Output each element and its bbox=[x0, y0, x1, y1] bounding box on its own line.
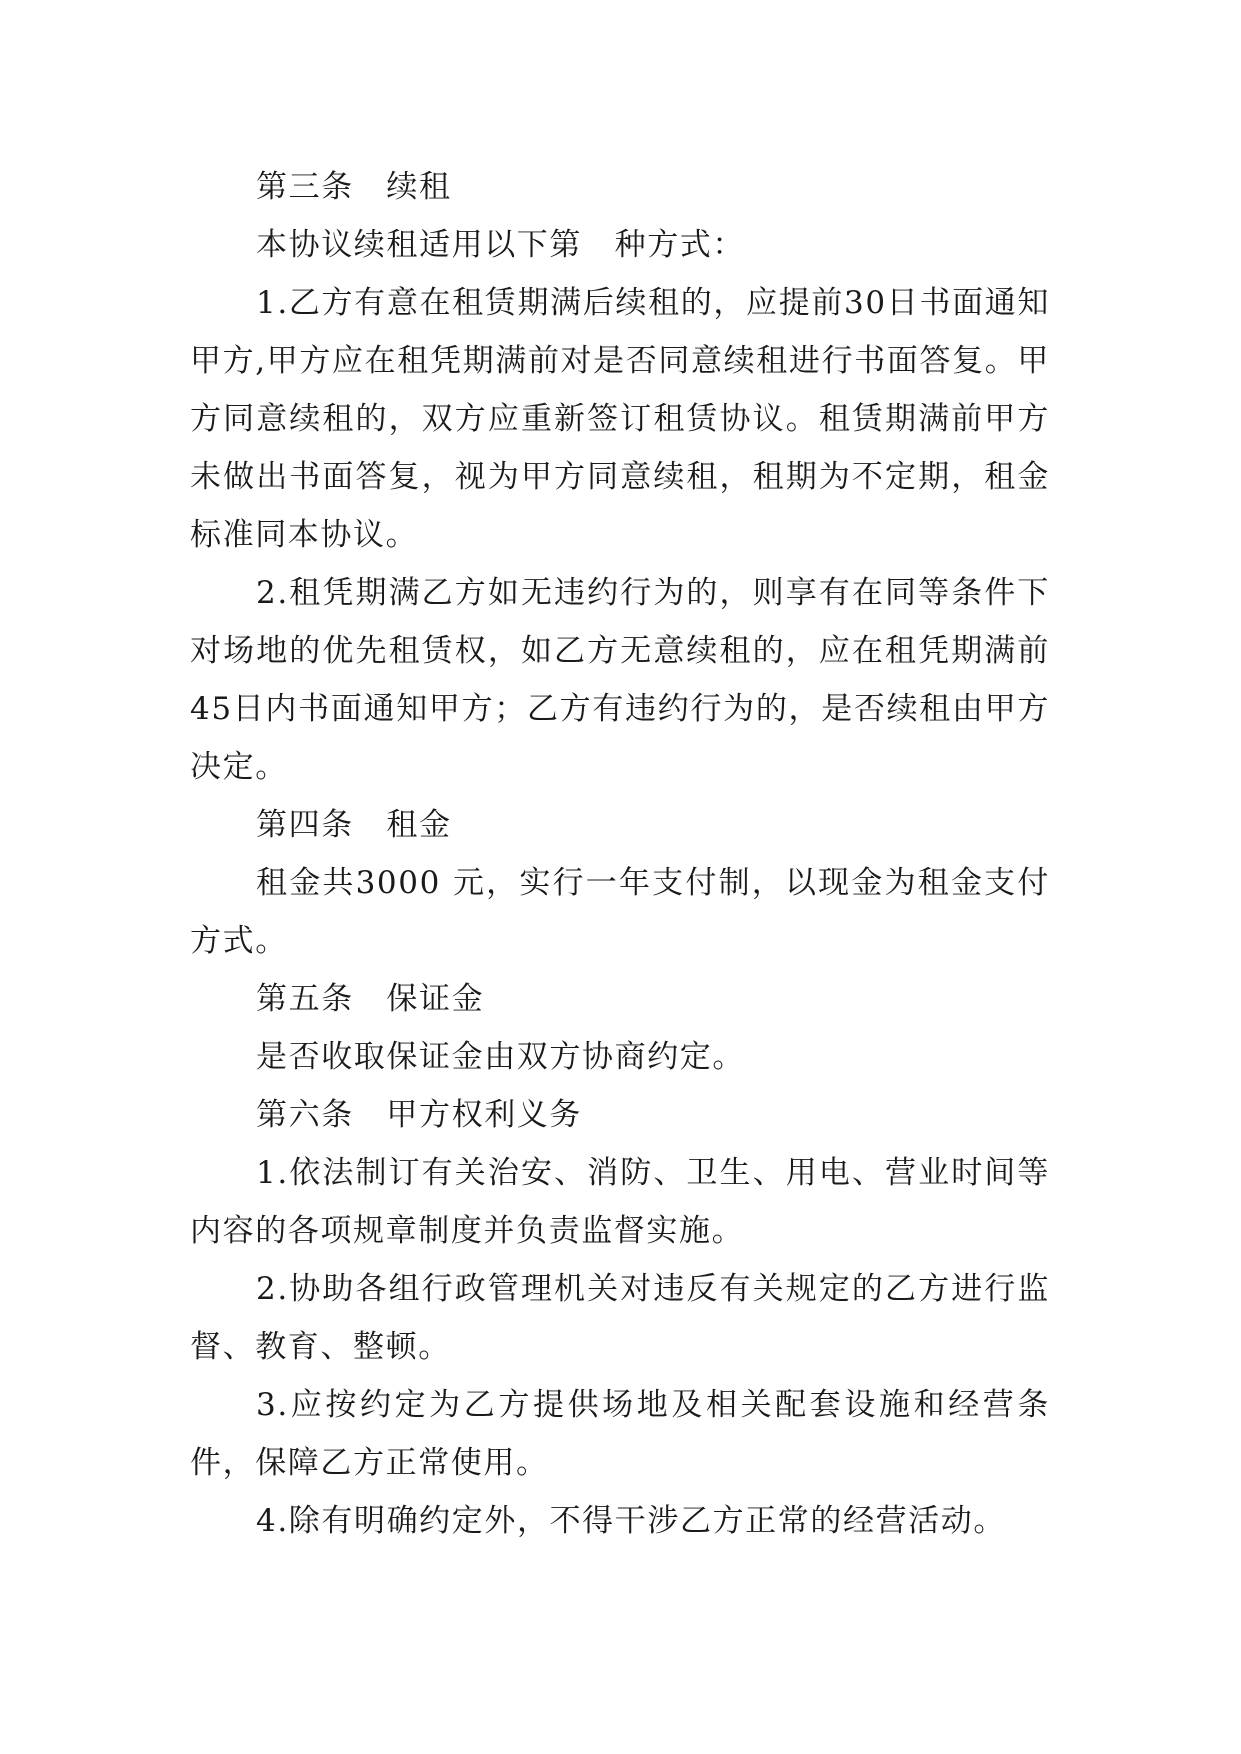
deposit-text: 是否收取保证金由双方协商约定。 bbox=[256, 1039, 745, 1075]
renewal-method-text: 本协议续租适用以下第 种方式： bbox=[256, 227, 745, 263]
renewal-clause-2: 2.租凭期满乙方如无违约行为的，则享有在同等条件下对场地的优先租赁权，如乙方无意续租的，应在租凭期满前45日内书面通知甲方；乙方有违约行为的，是否续租由甲方决定。 bbox=[190, 575, 1050, 785]
party-a-duty-3: 3.应按约定为乙方提供场地及相关配套设施和经营条件，保障乙方正常使用。 bbox=[190, 1387, 1050, 1481]
article-4-heading: 第四条 租金 bbox=[256, 807, 452, 843]
article-3-heading: 第三条 续租 bbox=[256, 169, 452, 205]
party-a-duty-4: 4.除有明确约定外，不得干涉乙方正常的经营活动。 bbox=[256, 1503, 1006, 1539]
party-a-duty-2: 2.协助各组行政管理机关对违反有关规定的乙方进行监督、教育、整顿。 bbox=[190, 1271, 1050, 1365]
document-body bbox=[190, 158, 1050, 1550]
article-6-heading: 第六条 甲方权利义务 bbox=[256, 1097, 582, 1133]
rent-text: 租金共3000 元，实行一年支付制，以现金为租金支付方式。 bbox=[190, 865, 1050, 959]
renewal-clause-1: 1.乙方有意在租赁期满后续租的，应提前30日书面通知甲方,甲方应在租凭期满前对是否同意续租进行书面答复。甲方同意续租的，双方应重新签订租赁协议。租赁期满前甲方未做出书面答复，视为甲方同意续租，租期为不定期，租金标准同本协议。 bbox=[190, 285, 1050, 553]
party-a-duty-1: 1.依法制订有关治安、消防、卫生、用电、营业时间等内容的各项规章制度并负责监督实施。 bbox=[190, 1155, 1050, 1249]
article-5-heading: 第五条 保证金 bbox=[256, 981, 485, 1017]
